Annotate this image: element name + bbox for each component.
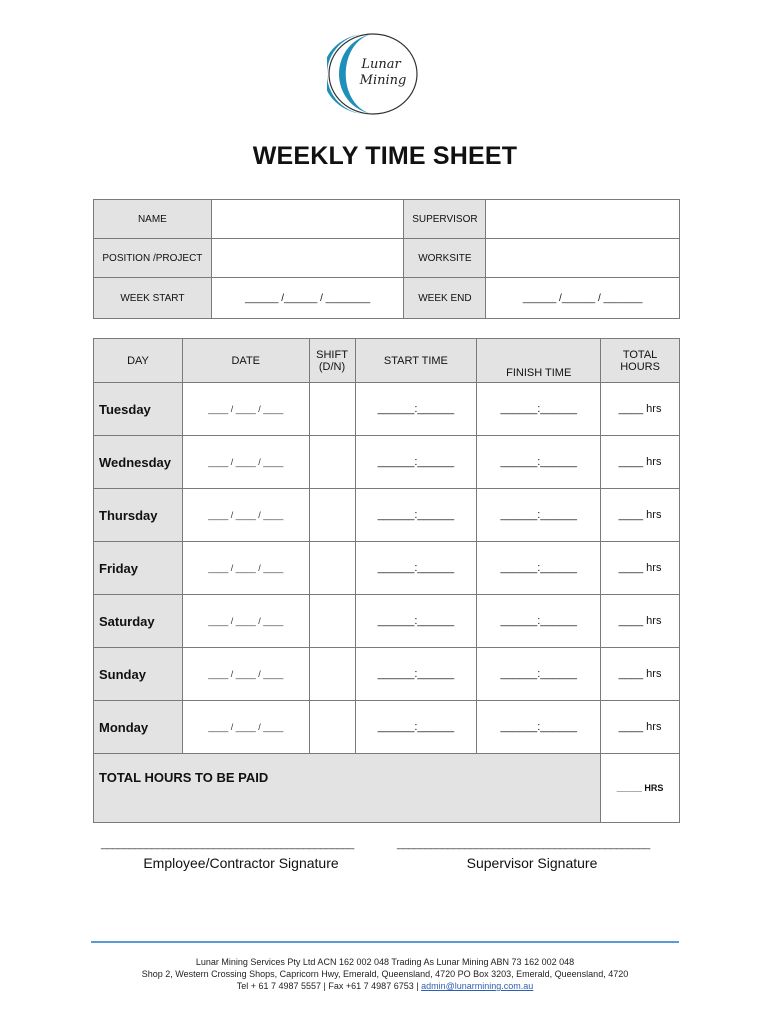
week-start-label: WEEK START	[94, 278, 212, 319]
week-start-field[interactable]: ______ /______ / ________	[211, 278, 404, 319]
position-project-field[interactable]	[211, 239, 404, 278]
supervisor-label: SUPERVISOR	[404, 200, 486, 239]
day-name: Friday	[94, 542, 183, 595]
total-hours-field[interactable]: _____ HRS	[601, 754, 680, 823]
day-row	[94, 383, 680, 436]
day-row	[94, 436, 680, 489]
date-field[interactable]: ____ / ____ / ____	[182, 383, 309, 436]
finish-time-field[interactable]: ______:______	[477, 489, 601, 542]
finish-time-field[interactable]: ______:______	[477, 595, 601, 648]
date-field[interactable]: ____ / ____ / ____	[182, 489, 309, 542]
total-row	[94, 754, 680, 823]
date-field[interactable]: ____ / ____ / ____	[182, 701, 309, 754]
date-header: DATE	[182, 339, 309, 383]
total-hours-field[interactable]: ____ hrs	[601, 542, 680, 595]
shift-field[interactable]	[309, 595, 355, 648]
day-row	[94, 542, 680, 595]
total-hours-field[interactable]: ____ hrs	[601, 383, 680, 436]
position-project-label: POSITION /PROJECT	[94, 239, 212, 278]
finish-time-field[interactable]: ______:______	[477, 648, 601, 701]
finish-time-field[interactable]: ______:______	[477, 542, 601, 595]
date-field[interactable]: ____ / ____ / ____	[182, 648, 309, 701]
start-time-field[interactable]: ______:______	[355, 489, 477, 542]
total-hours-field[interactable]: ____ hrs	[601, 595, 680, 648]
timesheet-table	[93, 338, 680, 823]
start-time-field[interactable]: ______:______	[355, 595, 477, 648]
day-name: Sunday	[94, 648, 183, 701]
start-time-field[interactable]: ______:______	[355, 542, 477, 595]
finish-time-field[interactable]: ______:______	[477, 701, 601, 754]
worksite-field[interactable]	[486, 239, 680, 278]
finish-time-field[interactable]: ______:______	[477, 383, 601, 436]
footer-address-line: Shop 2, Western Crossing Shops, Capricorn Hwy, Emerald, Queensland, 4720 PO Box 3203, Emerald, Queensland, 4720	[141, 969, 629, 979]
week-end-field[interactable]: ______ /______ / _______	[486, 278, 680, 319]
footer-divider	[91, 941, 679, 943]
employee-signature-label: Employee/Contractor Signature	[143, 855, 339, 871]
day-header: DAY	[94, 339, 183, 383]
page-title: WEEKLY TIME SHEET	[252, 142, 518, 170]
footer-phone-fax: Tel + 61 7 4987 5557 | Fax +61 7 4987 6753 |	[236, 981, 422, 991]
shift-field[interactable]	[309, 383, 355, 436]
supervisor-field[interactable]	[486, 200, 680, 239]
week-end-label: WEEK END	[404, 278, 486, 319]
day-name: Wednesday	[94, 436, 183, 489]
total-hours-header-line1: TOTAL	[622, 348, 658, 361]
total-hours-header	[601, 339, 680, 383]
shift-header	[309, 339, 355, 383]
day-row	[94, 648, 680, 701]
total-hours-header-line2: HOURS	[620, 360, 660, 373]
lunar-mining-logo	[327, 32, 419, 116]
shift-header-line2: (D/N)	[318, 360, 346, 373]
day-name: Thursday	[94, 489, 183, 542]
date-field[interactable]: ____ / ____ / ____	[182, 542, 309, 595]
day-row	[94, 701, 680, 754]
day-name: Monday	[94, 701, 183, 754]
employee-info-table	[93, 199, 680, 319]
start-time-field[interactable]: ______:______	[355, 648, 477, 701]
supervisor-signature-line[interactable]: _____________________________________________	[397, 838, 650, 850]
day-row	[94, 489, 680, 542]
shift-field[interactable]	[309, 489, 355, 542]
day-name: Saturday	[94, 595, 183, 648]
date-field[interactable]: ____ / ____ / ____	[182, 595, 309, 648]
shift-field[interactable]	[309, 436, 355, 489]
finish-time-header	[477, 339, 601, 383]
name-field[interactable]	[211, 200, 404, 239]
worksite-label: WORKSITE	[404, 239, 486, 278]
total-hours-field[interactable]: ____ hrs	[601, 489, 680, 542]
total-hours-field[interactable]: ____ hrs	[601, 648, 680, 701]
name-label: NAME	[94, 200, 212, 239]
footer-contact-line	[0, 981, 770, 991]
shift-field[interactable]	[309, 542, 355, 595]
employee-signature-line[interactable]: _____________________________________________	[101, 838, 354, 850]
logo-text-line2: Mining	[359, 73, 407, 88]
start-time-field[interactable]: ______:______	[355, 436, 477, 489]
footer-email-link[interactable]: admin@lunarmining.com.au	[421, 981, 534, 991]
start-time-field[interactable]: ______:______	[355, 383, 477, 436]
start-time-header: START TIME	[355, 339, 477, 383]
finish-time-field[interactable]: ______:______	[477, 436, 601, 489]
shift-field[interactable]	[309, 648, 355, 701]
supervisor-signature-label: Supervisor Signature	[466, 855, 598, 871]
shift-field[interactable]	[309, 701, 355, 754]
footer-company-line: Lunar Mining Services Pty Ltd ACN 162 002 048 Trading As Lunar Mining ABN 73 162 002 048	[195, 957, 575, 967]
day-name: Tuesday	[94, 383, 183, 436]
total-hours-field[interactable]: ____ hrs	[601, 436, 680, 489]
date-field[interactable]: ____ / ____ / ____	[182, 436, 309, 489]
timesheet-header-row	[94, 339, 680, 383]
shift-header-line1: SHIFT	[316, 348, 348, 361]
day-row	[94, 595, 680, 648]
total-hours-label: TOTAL HOURS TO BE PAID	[94, 754, 601, 823]
logo-text-line1: Lunar	[361, 57, 401, 72]
finish-time-header-label: FINISH TIME	[506, 367, 572, 379]
start-time-field[interactable]: ______:______	[355, 701, 477, 754]
total-hours-field[interactable]: ____ hrs	[601, 701, 680, 754]
